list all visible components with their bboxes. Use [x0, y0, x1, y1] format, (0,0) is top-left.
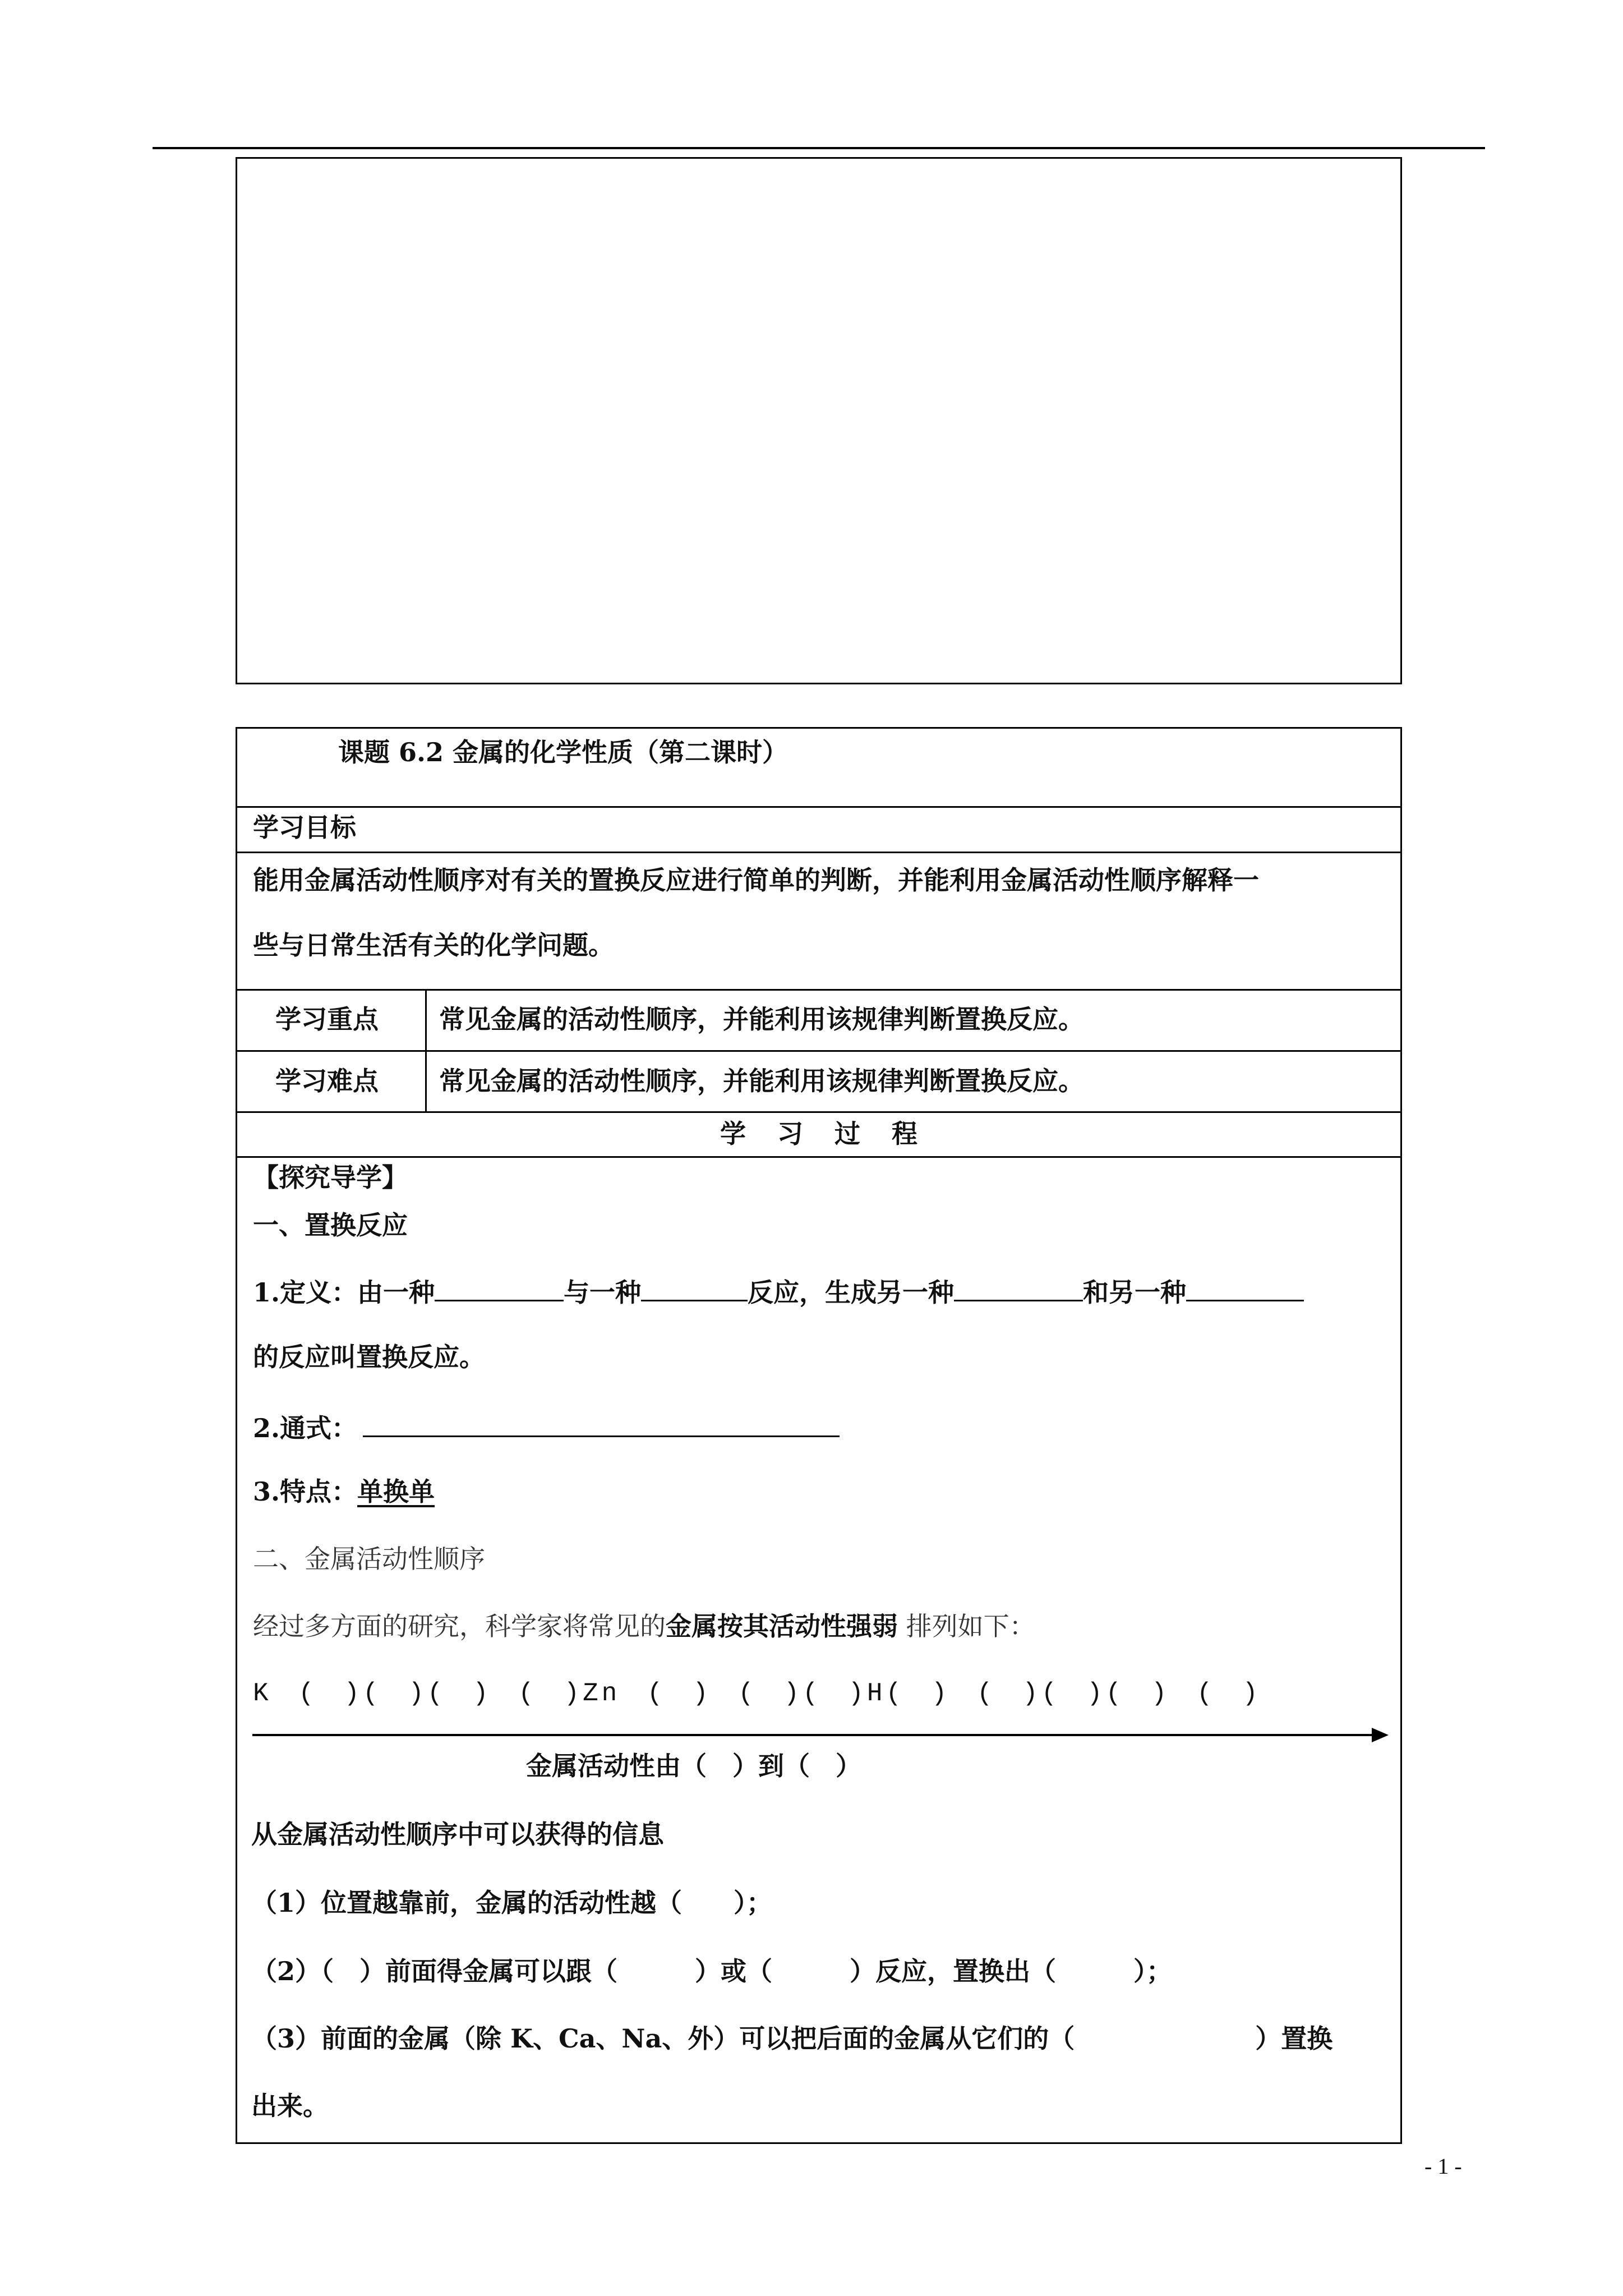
activity-series: K ( )( )( ) ( )Zn ( ) ( )( )H( ) ( )( )( ) ( ) [253, 1679, 1261, 1708]
goal-text-line2: 些与日常生活有关的化学问题。 [253, 930, 614, 960]
page-number: - 1 - [1424, 2154, 1462, 2179]
info-item-1: （1）位置越靠前，金属的活动性越（ ）； [251, 1888, 773, 1918]
row-divider [237, 1156, 1400, 1158]
blank-1[interactable] [435, 1273, 564, 1301]
definition-line2: 的反应叫置换反应。 [253, 1342, 485, 1372]
key-text: 常见金属的活动性顺序，并能利用该规律判断置换反应。 [439, 1004, 1084, 1034]
explore-label: 【探究导学】 [253, 1162, 408, 1193]
row-divider [237, 1111, 1400, 1113]
row-divider [237, 852, 1400, 853]
arrow-head-icon [1372, 1728, 1389, 1742]
row-divider [237, 806, 1400, 808]
info-item-2: （2）（ ）前面得金属可以跟（ ）或（ ）反应，置换出（ ）； [251, 1956, 1173, 1986]
feature-line: 3.特点：单换单 [253, 1476, 435, 1507]
key-label: 学习重点 [275, 1004, 379, 1034]
difficulty-text: 常见金属的活动性顺序，并能利用该规律判断置换反应。 [439, 1066, 1084, 1096]
lesson-title: 课题 6.2 金属的化学性质（第二课时） [338, 737, 789, 767]
definition-line: 1.定义：由一种 与一种 反应，生成另一种 和另一种 [253, 1273, 1304, 1309]
blank-3[interactable] [954, 1273, 1083, 1301]
activity-arrow-line [252, 1734, 1374, 1736]
goal-label: 学习目标 [253, 812, 356, 843]
blank-2[interactable] [641, 1273, 748, 1301]
info-title: 从金属活动性顺序中可以获得的信息 [251, 1819, 664, 1849]
lesson-table [236, 727, 1402, 2144]
row-divider [237, 1050, 1400, 1052]
blank-answer-box [236, 157, 1402, 684]
info-item-3-cont: 出来。 [251, 2091, 329, 2121]
difficulty-label: 学习难点 [275, 1066, 379, 1096]
formula-line: 2.通式： [253, 1409, 840, 1445]
intro-line: 经过多方面的研究，科学家将常见的金属按其活动性强弱 排列如下： [253, 1611, 1035, 1641]
info-item-3: （3）前面的金属（除 K、Ca、Na、外）可以把后面的金属从它们的（ ）置换 [251, 2023, 1333, 2054]
process-label: 学 习 过 程 [720, 1119, 918, 1149]
header-rule [153, 147, 1485, 149]
activity-direction: 金属活动性由（ ）到（ ） [526, 1751, 861, 1781]
blank-4[interactable] [1186, 1273, 1304, 1301]
section2-title: 二、金属活动性顺序 [253, 1544, 485, 1574]
row-divider [237, 989, 1400, 991]
goal-text-line1: 能用金属活动性顺序对有关的置换反应进行简单的判断，并能利用金属活动性顺序解释一 [253, 865, 1259, 895]
section1-title: 一、置换反应 [253, 1210, 408, 1240]
formula-blank[interactable] [363, 1409, 840, 1437]
